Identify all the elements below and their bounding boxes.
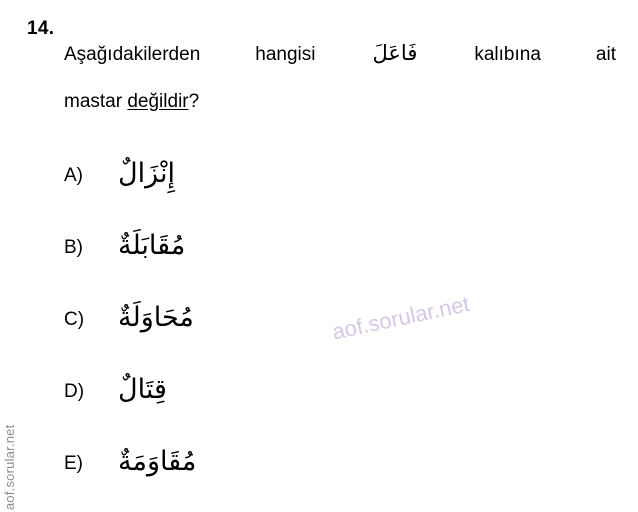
answer-options-list: [64, 140, 514, 500]
option-e-label: E): [64, 453, 83, 474]
option-c[interactable]: [64, 284, 514, 356]
option-b-text: مُقَابَلَةٌ: [118, 229, 186, 261]
center-watermark: aof.sorular.net: [330, 291, 472, 345]
question-text: [64, 38, 620, 117]
option-d-label: D): [64, 381, 85, 402]
question-word-3: kalıbına: [474, 44, 541, 65]
question-word-2: hangisi: [255, 44, 316, 65]
option-c-text: مُحَاوَلَةٌ: [118, 301, 194, 333]
option-b-label: B): [64, 237, 83, 258]
question-arabic-pattern: فَاعَلَ: [372, 41, 418, 65]
question-emphasis: değildir: [127, 91, 189, 112]
option-c-label: C): [64, 309, 85, 330]
option-a-label: A): [64, 165, 83, 186]
question-line-1: [64, 38, 616, 70]
question-line-2: [64, 87, 620, 117]
question-line-2-suffix: ?: [188, 91, 200, 112]
question-number: 14.: [27, 18, 55, 39]
question-word-1: Aşağıdakilerden: [64, 44, 201, 65]
side-watermark: aof.sorular.net: [2, 424, 17, 510]
option-b[interactable]: [64, 212, 514, 284]
option-a[interactable]: [64, 140, 514, 212]
option-e[interactable]: [64, 428, 514, 500]
question-line-2-prefix: mastar: [64, 91, 128, 112]
option-a-text: إِنْزَالٌ: [118, 157, 176, 189]
option-d-text: قِتَالٌ: [118, 373, 167, 405]
option-d[interactable]: [64, 356, 514, 428]
question-word-4: ait: [595, 44, 616, 65]
option-e-text: مُقَاوَمَةٌ: [118, 445, 197, 477]
